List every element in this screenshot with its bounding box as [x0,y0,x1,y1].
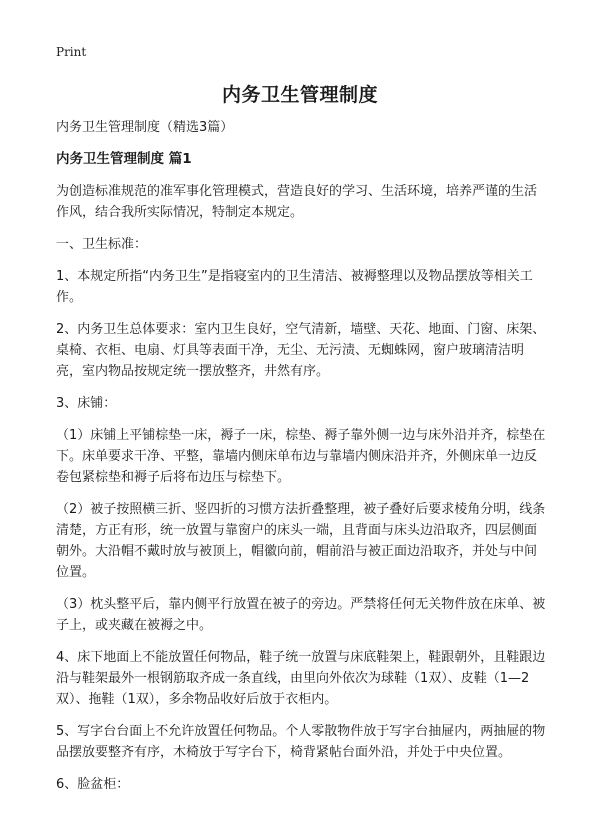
paragraph-item-1: 1、本规定所指“内务卫生”是指寝室内的卫生清洁、被褥整理以及物品摆放等相关工作。 [56,269,533,305]
paragraph-item-3-3: （3）枕头整平后，靠内侧平行放置在被子的旁边。严禁将任何无关物件放在床单、被子上，或夹藏在被褥之中。 [56,597,546,633]
paragraph-item-4: 4、床下地面上不能放置任何物品，鞋子统一放置与床底鞋架上，鞋跟朝外，且鞋跟边沿与鞋架最外一根钢筋取齐成一条直线，由里向外依次为球鞋（1双）、皮鞋（1—2双）、拖鞋（1双），多余物品收好后放于衣柜内。 [56,650,546,707]
print-link[interactable]: Print [56,45,87,59]
paragraph-item-5: 5、写字台台面上不允许放置任何物品。个人零散物件放于写字台抽屉内，两抽屉的物品摆放要整齐有序，木椅放于写字台下，椅背紧帖台面外沿，并处于中央位置。 [56,724,546,760]
paragraph-item-6: 6、脸盆柜： [56,777,130,792]
section-heading: 内务卫生管理制度 篇1 [56,151,192,167]
paragraph-item-3: 3、床铺： [56,396,117,411]
paragraph-intro: 为创造标准规范的准军事化管理模式，营造良好的学习、生活环境，培养严谨的生活作风，结合我所实际情况，特制定本规定。 [56,184,538,220]
document-body [56,117,548,795]
document-title: 内务卫生管理制度 [221,84,378,106]
paragraph-item-3-2: （2）被子按照横三折、竖四折的习惯方法折叠整理，被子叠好后要求棱角分明，线条清楚，方正有形，统一放置与靠窗户的床头一端，且背面与床头边沿取齐，四层侧面朝外。大沿帽不戴时放与被顶上，帽徽向前，帽前沿与被正面边沿取齐，并处与中间位置。 [56,502,546,580]
paragraph-hygiene-standard: 一、卫生标准： [56,237,148,252]
document-subtitle: 内务卫生管理制度（精选3篇） [56,120,234,135]
paragraph-item-2: 2、内务卫生总体要求：室内卫生良好，空气清新，墙壁、天花、地面、门窗、床架、桌椅、衣柜、电扇、灯具等表面干净，无尘、无污渍、无蜘蛛网，窗户玻璃清洁明亮，室内物品按规定统一摆放整齐，井然有序。 [56,322,546,379]
paragraph-item-3-1: （1）床铺上平铺棕垫一床，褥子一床，棕垫、褥子靠外侧一边与床外沿并齐，棕垫在下。床单要求干净、平整，靠墙内侧床单布边与靠墙内侧床沿并齐，外侧床单一边反卷包紧棕垫和褥子后将布边压与棕垫下。 [56,428,546,485]
